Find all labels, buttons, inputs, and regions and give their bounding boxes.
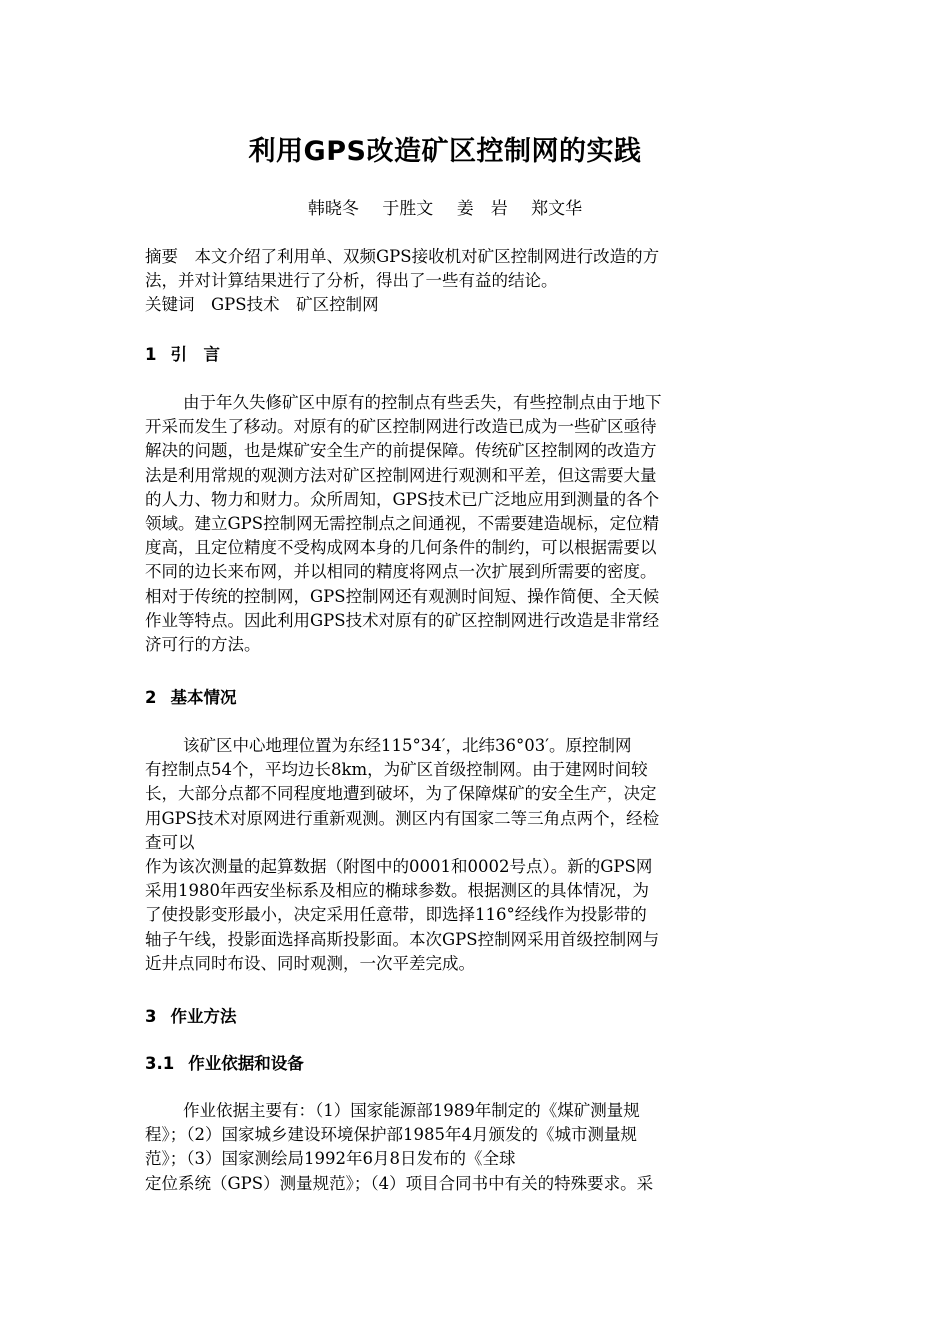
paragraph-line: 了使投影变形最小，决定采用任意带，即选择116°经线作为投影带的 <box>145 905 647 925</box>
paragraph-line: 范》；（3）国家测绘局1992年6月8日发布的《全球 <box>145 1149 516 1169</box>
section-title: 作业依据和设备 <box>188 1054 304 1073</box>
author-name: 郑文华 <box>531 199 583 219</box>
section-heading-1 <box>145 343 220 367</box>
paragraph-line: 轴子午线，投影面选择高斯投影面。本次GPS控制网采用首级控制网与 <box>145 929 660 949</box>
paragraph-line: 度高，且定位精度不受构成网本身的几何条件的制约，可以根据需要以 <box>145 538 657 558</box>
section-title: 引 言 <box>170 345 220 364</box>
section-2-body <box>145 734 740 976</box>
paragraph-line: 相对于传统的控制网，GPS控制网还有观测时间短、操作简便、全天候 <box>145 586 660 606</box>
author-name: 姜 岩 <box>456 199 508 219</box>
abstract-line: 摘要 本文介绍了利用单、双频GPS接收机对矿区控制网进行改造的方 <box>145 247 660 266</box>
section-heading-3 <box>145 1005 236 1029</box>
abstract <box>145 245 740 318</box>
section-1-body <box>145 391 740 657</box>
paragraph-line: 不同的边长来布网，并以相同的精度将网点一次扩展到所需要的密度。 <box>145 562 657 582</box>
paragraph-line: 解决的问题，也是煤矿安全生产的前提保障。传统矿区控制网的改造方 <box>145 441 657 461</box>
keywords-line: 关键词 GPS技术 矿区控制网 <box>145 295 379 315</box>
paragraph-line: 作业依据主要有：（1）国家能源部1989年制定的《煤矿测量规 <box>183 1101 640 1120</box>
paragraph-line: 近井点同时布设、同时观测，一次平差完成。 <box>145 953 475 973</box>
author-name: 于胜文 <box>382 199 434 219</box>
paragraph-line: 有控制点54个，平均边长8km，为矿区首级控制网。由于建网时间较 <box>145 760 648 780</box>
paragraph-line: 定位系统（GPS）测量规范》；（4）项目合同书中有关的特殊要求。采 <box>145 1173 654 1193</box>
author-name: 韩晓冬 <box>307 199 359 219</box>
document-title: 利用GPS改造矿区控制网的实践 <box>248 136 642 167</box>
paragraph-line: 用GPS技术对原网进行重新观测。测区内有国家二等三角点两个，经检 <box>145 808 660 828</box>
paragraph-line: 领域。建立GPS控制网无需控制点之间通视，不需要建造觇标，定位精 <box>145 514 660 534</box>
paragraph-line: 该矿区中心地理位置为东经115°34′，北纬36°03′。原控制网 <box>183 736 632 755</box>
paragraph-line: 作业等特点。因此利用GPS技术对原有的矿区控制网进行改造是非常经 <box>145 610 660 630</box>
paragraph-line: 查可以 <box>145 832 195 852</box>
section-heading-2 <box>145 686 236 710</box>
paragraph-line: 采用1980年西安坐标系及相应的椭球参数。根据测区的具体情况，为 <box>145 881 649 901</box>
section-title: 基本情况 <box>170 688 237 707</box>
paragraph-line: 济可行的方法。 <box>145 635 261 655</box>
paragraph-line: 开采而发生了移动。对原有的矿区控制网进行改造已成为一些矿区亟待 <box>145 417 657 437</box>
abstract-line: 法，并对计算结果进行了分析，得出了一些有益的结论。 <box>145 271 558 291</box>
section-number: 3.1 <box>145 1054 175 1073</box>
paragraph-line: 程》；（2）国家城乡建设环境保护部1985年4月颁发的《城市测量规 <box>145 1125 637 1145</box>
paragraph-line: 作为该次测量的起算数据（附图中的0001和0002号点）。新的GPS网 <box>145 857 653 877</box>
section-title: 作业方法 <box>170 1007 237 1026</box>
section-number: 1 <box>145 345 157 364</box>
author-list <box>145 196 745 222</box>
paragraph-line: 长，大部分点都不同程度地遭到破坏，为了保障煤矿的安全生产，决定 <box>145 784 657 804</box>
section-number: 2 <box>145 688 157 707</box>
section-3-1-body <box>145 1099 740 1196</box>
paragraph-line: 的人力、物力和财力。众所周知，GPS技术已广泛地应用到测量的各个 <box>145 489 660 509</box>
section-heading-3-1 <box>145 1052 304 1076</box>
paragraph-line: 由于年久失修矿区中原有的控制点有些丢失，有些控制点由于地下 <box>183 393 662 412</box>
section-number: 3 <box>145 1007 157 1026</box>
paragraph-line: 法是利用常规的观测方法对矿区控制网进行观测和平差，但这需要大量 <box>145 465 657 485</box>
